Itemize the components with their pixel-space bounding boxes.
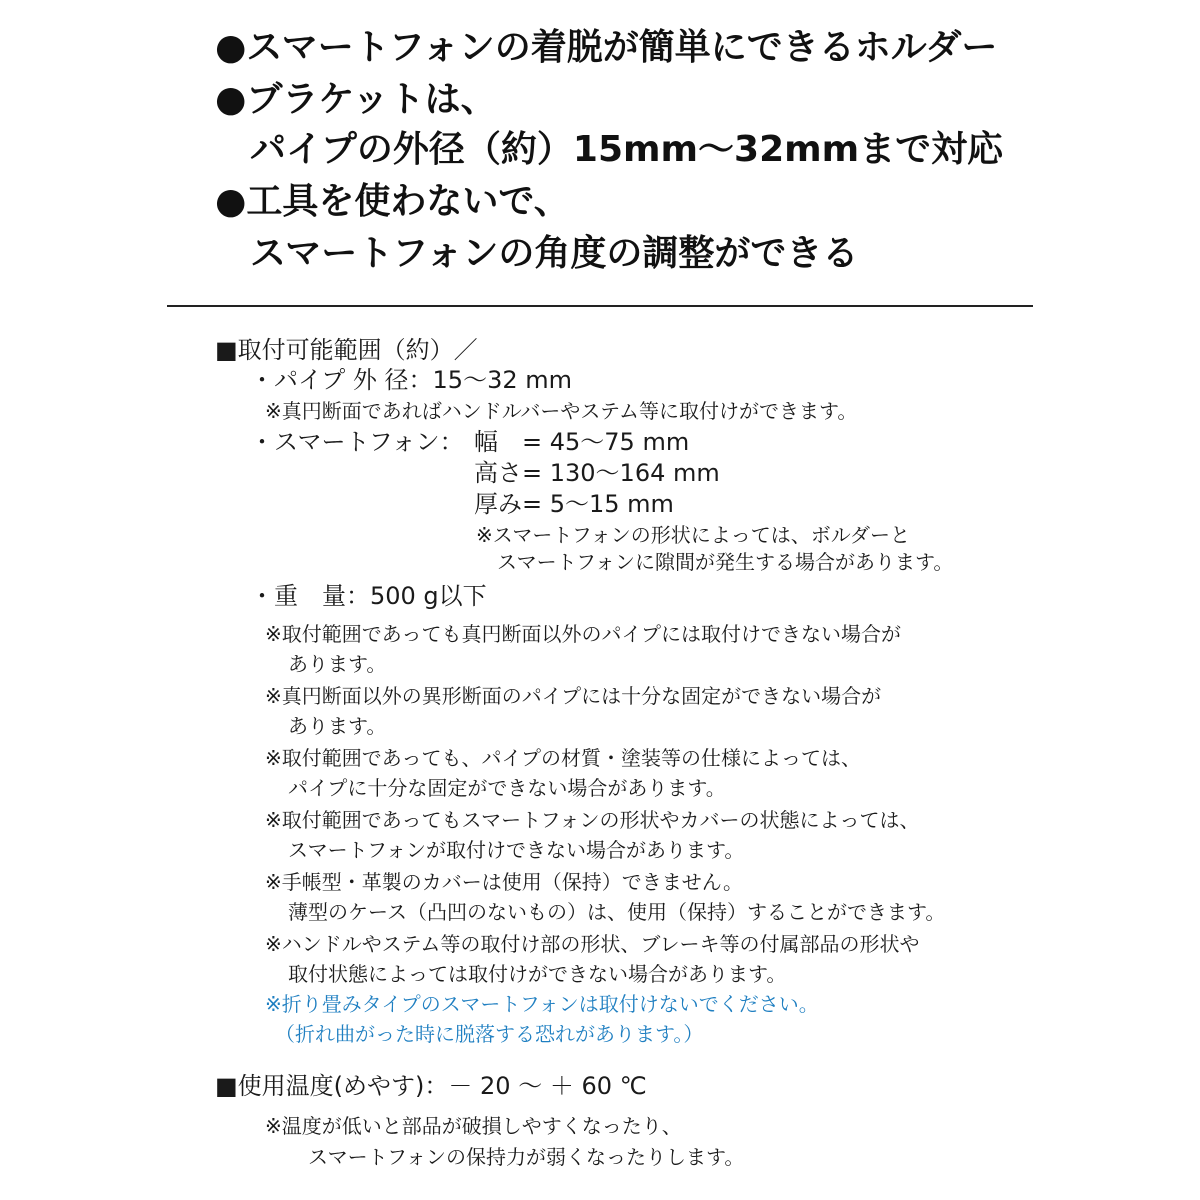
- note-6b: 取付状態によっては取付けができない場合があります。: [288, 962, 787, 986]
- note-1a: ※取付範囲であっても真円断面以外のパイプには取付けできない場合が: [265, 622, 901, 646]
- divider: [167, 305, 1033, 307]
- note-3b: パイプに十分な固定ができない場合があります。: [288, 776, 726, 800]
- phone-label: ・スマートフォン：: [250, 428, 464, 456]
- phone-height: 高さ= 130〜164 mm: [474, 459, 720, 487]
- feature-line-2: ●ブラケットは、: [215, 79, 497, 120]
- phone-width: 幅 = 45〜75 mm: [474, 428, 690, 456]
- mount-range-heading: ■取付可能範囲（約）／: [215, 336, 478, 364]
- phone-note-2: スマートフォンに隙間が発生する場合があります。: [497, 550, 954, 574]
- feature-line-1: ●スマートフォンの着脱が簡単にできるホルダー: [215, 27, 998, 68]
- fold-warning: ※折り畳みタイプのスマートフォンは取付けないでください。: [265, 992, 819, 1016]
- note-6a: ※ハンドルやステム等の取付け部の形状、ブレーキ等の付属部品の形状や: [265, 932, 920, 956]
- feature-line-3: パイプの外径（約）15mm〜32mmまで対応: [250, 129, 1004, 170]
- operating-temperature: ■使用温度(めやす)：－ 20 〜 ＋ 60 ℃: [215, 1072, 647, 1100]
- note-4a: ※取付範囲であってもスマートフォンの形状やカバーの状態によっては、: [265, 808, 920, 832]
- temp-note-2: スマートフォンの保持力が弱くなったりします。: [308, 1145, 745, 1169]
- fold-warning-reason: （折れ曲がった時に脱落する恐れがあります。）: [275, 1022, 704, 1046]
- note-2a: ※真円断面以外の異形断面のパイプには十分な固定ができない場合が: [265, 684, 882, 708]
- note-3a: ※取付範囲であっても、パイプの材質・塗装等の仕様によっては、: [265, 746, 861, 770]
- note-5a: ※手帳型・革製のカバーは使用（保持）できません。: [265, 870, 743, 894]
- pipe-diameter: ・パイプ 外 径：15〜32 mm: [250, 366, 573, 394]
- feature-line-4: ●工具を使わないで、: [215, 181, 570, 222]
- temp-note-1: ※温度が低いと部品が破損しやすくなったり、: [265, 1114, 682, 1138]
- phone-note-1: ※スマートフォンの形状によっては、ボルダーと: [476, 523, 910, 547]
- note-5b: 薄型のケース（凸凹のないもの）は、使用（保持）することができます。: [288, 900, 946, 924]
- note-2b: あります。: [288, 714, 387, 738]
- weight: ・重 量：500 g以下: [250, 582, 487, 610]
- feature-line-5: スマートフォンの角度の調整ができる: [250, 233, 859, 274]
- note-1b: あります。: [288, 652, 387, 676]
- note-4b: スマートフォンが取付けできない場合があります。: [288, 838, 745, 862]
- pipe-note: ※真円断面であればハンドルバーやステム等に取付けができます。: [265, 399, 858, 423]
- phone-thickness: 厚み= 5〜15 mm: [474, 490, 674, 518]
